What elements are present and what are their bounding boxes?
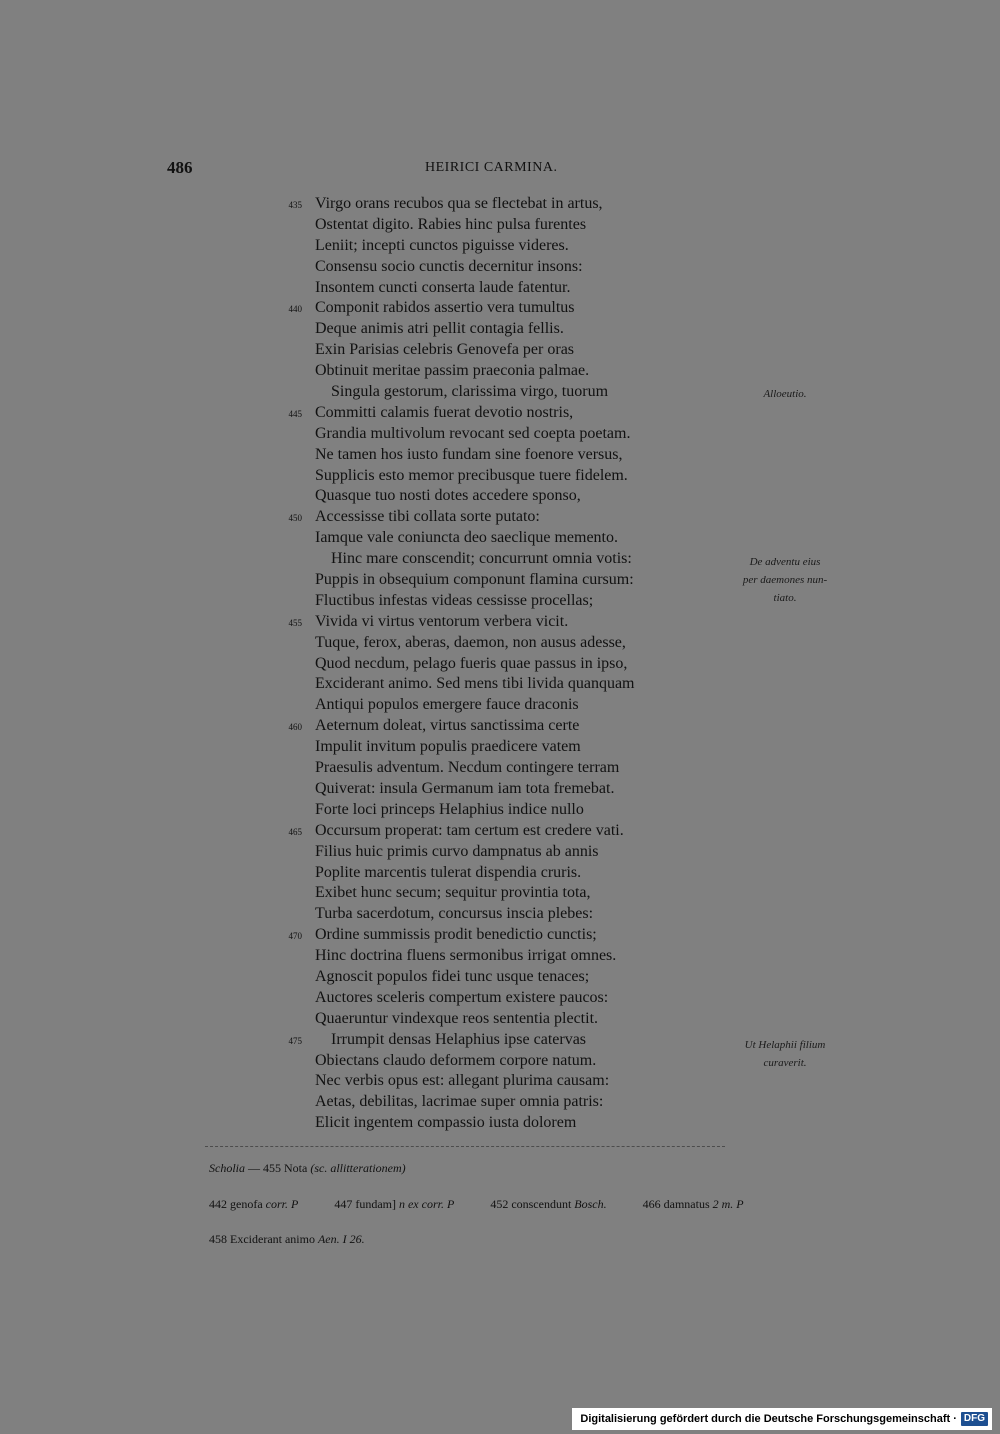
verse-line <box>0 1113 1000 1134</box>
verse-line <box>0 612 1000 633</box>
scholia-paren: (sc. allitterationem) <box>310 1161 406 1175</box>
dfg-funding-bar[interactable] <box>572 1408 992 1430</box>
verse-line-number: 435 <box>288 200 302 210</box>
verse-line <box>0 361 1000 382</box>
verse-line <box>0 904 1000 925</box>
dfg-logo: DFG <box>961 1412 988 1426</box>
apparatus-line-number: 447 <box>334 1197 353 1211</box>
verse-line-number: 445 <box>288 408 302 419</box>
verse-line <box>0 883 1000 904</box>
verse-line <box>0 1071 1000 1092</box>
verse-line-number: 450 <box>288 513 302 524</box>
verse-line-text: Praesulis adventum. Necdum contingere terram <box>315 759 620 777</box>
verse-line-text: Forte loci princeps Helaphius indice nullo <box>315 800 584 818</box>
verse-line <box>0 403 1000 424</box>
verse-line <box>0 236 1000 257</box>
verse-line-text: Fluctibus infestas videas cessisse procellas; <box>315 591 594 609</box>
verse-line-text: Componit rabidos assertio vera tumultus <box>315 299 575 317</box>
verse-line <box>0 215 1000 236</box>
apparatus-line-number: 466 <box>642 1197 661 1211</box>
verse-line <box>0 779 1000 800</box>
apparatus-entry <box>334 1197 457 1211</box>
source-text: Exciderant animo <box>230 1232 315 1246</box>
verse-line <box>0 382 1000 403</box>
verse-line-text: Filius huic primis curvo dampnatus ab annis <box>315 842 599 860</box>
margin-note-line: per daemones nun- <box>742 574 828 586</box>
verse-line <box>0 967 1000 988</box>
apparatus-reading: fundam] <box>355 1197 396 1211</box>
scholia-dash: — <box>248 1161 260 1175</box>
verse-line-text: Committi calamis fuerat devotio nostris, <box>315 403 574 421</box>
verse-line-text: Iamque vale coniuncta deo saeclique memento. <box>315 529 618 547</box>
verse-line <box>0 821 1000 842</box>
verse-line <box>0 340 1000 361</box>
verse-line-text: Ne tamen hos iusto fundam sine foenore versus, <box>315 445 623 463</box>
verse-line-text: Puppis in obsequium componunt flamina cursum: <box>315 571 634 589</box>
margin-note-alloeutio <box>740 385 830 403</box>
margin-note-line: Ut Helaphii filium <box>744 1039 826 1051</box>
verse-line-number: 460 <box>288 722 302 733</box>
verse-line-text: Elicit ingentem compassio iusta dolorem <box>315 1114 577 1132</box>
verse-line <box>0 946 1000 967</box>
verse-line-text: Antiqui populos emergere fauce draconis <box>315 696 579 714</box>
verse-line-number: 475 <box>288 1035 302 1046</box>
verse-block <box>0 194 1000 1134</box>
verse-line <box>0 633 1000 654</box>
page-number: 486 <box>167 158 193 177</box>
apparatus-note: corr. P <box>265 1197 299 1211</box>
verse-line-text: Aeternum doleat, virtus sanctissima certe <box>315 717 580 735</box>
verse-line <box>0 486 1000 507</box>
apparatus-line-number: 442 <box>209 1197 227 1211</box>
verse-line <box>0 549 1000 570</box>
verse-line <box>0 758 1000 779</box>
verse-line-text: Auctores sceleris compertum existere paucos: <box>315 988 609 1006</box>
funding-text: Digitalisierung gefördert durch die Deutsche Forschungsgemeinschaft · <box>580 1413 957 1425</box>
verse-line <box>0 570 1000 591</box>
apparatus-note: Bosch. <box>574 1197 607 1211</box>
source-line-number: 458 <box>209 1232 227 1246</box>
verse-line-text: Ordine summissis prodit benedictio cunctis; <box>315 926 597 944</box>
margin-note-adventus <box>725 553 845 607</box>
source-ref: Aen. I 26. <box>317 1232 365 1246</box>
verse-line-text: Singula gestorum, clarissima virgo, tuorum <box>331 383 609 401</box>
apparatus-reading: conscendunt <box>511 1197 572 1211</box>
verse-line <box>0 1030 1000 1051</box>
verse-line-text: Exciderant animo. Sed mens tibi livida quanquam <box>315 675 635 693</box>
verse-line <box>0 257 1000 278</box>
verse-line-text: Consensu socio cunctis decernitur insons: <box>315 257 583 275</box>
verse-line-text: Nec verbis opus est: allegant plurima causam: <box>315 1072 610 1090</box>
verse-line-number: 455 <box>288 617 302 628</box>
verse-line-text: Leniit; incepti cunctos piguisse videres. <box>315 236 569 254</box>
verse-line-text: Poplite marcentis tulerat dispendia cruris. <box>315 863 582 881</box>
verse-line <box>0 466 1000 487</box>
verse-line <box>0 654 1000 675</box>
verse-line-text: Virgo orans recubos qua se flectebat in artus, <box>315 195 603 212</box>
verse-line-text: Exibet hunc secum; sequitur provintia tota, <box>315 884 591 902</box>
footnote-apparatus <box>209 1197 744 1212</box>
verse-line-text: Vivida vi virtus ventorum verbera vicit. <box>315 612 569 630</box>
verse-line-text: Accessisse tibi collata sorte putato: <box>315 508 540 526</box>
running-title: HEIRICI CARMINA. <box>425 160 558 175</box>
verse-line <box>0 737 1000 758</box>
verse-line <box>0 507 1000 528</box>
apparatus-line-number: 452 <box>490 1197 509 1211</box>
verse-line <box>0 800 1000 821</box>
verse-line <box>0 988 1000 1009</box>
margin-note-helaphius <box>725 1036 845 1072</box>
verse-line <box>0 842 1000 863</box>
verse-line-text: Deque animis atri pellit contagia fellis. <box>315 320 564 338</box>
verse-line-text: Impulit invitum populis praedicere vatem <box>315 738 581 756</box>
verse-line <box>0 1051 1000 1072</box>
verse-line <box>0 528 1000 549</box>
verse-line <box>0 863 1000 884</box>
verse-line <box>0 194 1000 215</box>
verse-line-text: Hinc mare conscendit; concurrunt omnia votis: <box>331 550 632 568</box>
verse-line-text: Quod necdum, pelago fueris quae passus in ipso, <box>315 654 628 672</box>
scholia-word: Nota <box>284 1161 308 1175</box>
verse-line-text: Grandia multivolum revocant sed coepta poetam. <box>315 424 631 442</box>
apparatus-entry <box>643 1197 744 1211</box>
verse-line-text: Quaeruntur vindexque reos sententia plectit. <box>315 1009 599 1027</box>
footnote-separator <box>205 1146 725 1147</box>
verse-line-text: Exin Parisias celebris Genovefa per oras <box>315 341 575 359</box>
verse-line <box>0 1092 1000 1113</box>
verse-line-number: 470 <box>288 931 302 942</box>
apparatus-entry <box>209 1197 301 1211</box>
margin-note-line: tiato. <box>773 592 797 604</box>
apparatus-note: 2 m. P <box>712 1197 744 1211</box>
verse-line-text: Quasque tuo nosti dotes accedere sponso, <box>315 487 581 505</box>
scholia-line-number: 455 <box>263 1161 281 1175</box>
verse-line-text: Occursum properat: tam certum est credere vati. <box>315 821 624 839</box>
verse-line <box>0 445 1000 466</box>
verse-line <box>0 674 1000 695</box>
verse-line-number: 465 <box>288 826 302 837</box>
apparatus-reading: genofa <box>230 1197 263 1211</box>
apparatus-note: n ex corr. P <box>398 1197 455 1211</box>
verse-line-text: Quiverat: insula Germanum iam tota fremebat. <box>315 779 615 797</box>
verse-line-text: Hinc doctrina fluens sermonibus irrigat omnes. <box>315 947 617 965</box>
verse-line <box>0 298 1000 319</box>
verse-line <box>0 695 1000 716</box>
margin-note-line: De adventu eius <box>749 556 821 568</box>
footnote-source <box>209 1232 365 1247</box>
verse-line-text: Turba sacerdotum, concursus inscia plebes: <box>315 905 594 923</box>
verse-line <box>0 424 1000 445</box>
verse-line-text: Insontem cuncti conserta laude fatentur. <box>315 278 571 296</box>
verse-line <box>0 925 1000 946</box>
verse-line <box>0 319 1000 340</box>
verse-line-text: Ostentat digito. Rabies hinc pulsa furentes <box>315 215 587 233</box>
verse-line-text: Aetas, debilitas, lacrimae super omnia patris: <box>315 1093 604 1111</box>
verse-line-number: 440 <box>288 304 302 315</box>
verse-line-text: Obtinuit meritae passim praeconia palmae. <box>315 362 590 380</box>
verse-line-text: Agnoscit populos fidei tunc usque tenaces; <box>315 967 590 985</box>
verse-line-text: Supplicis esto memor precibusque tuere fidelem. <box>315 466 628 484</box>
verse-line-text: Irrumpit densas Helaphius ipse catervas <box>331 1030 587 1048</box>
verse-line-text: Obiectans claudo deformem corpore natum. <box>315 1051 597 1069</box>
margin-note-line: curaverit. <box>763 1057 807 1069</box>
footnote-scholia <box>209 1161 406 1176</box>
apparatus-reading: damnatus <box>663 1197 710 1211</box>
scholia-label: Scholia <box>209 1161 245 1175</box>
verse-line-text: Tuque, ferox, aberas, daemon, non ausus adesse, <box>315 633 626 651</box>
verse-line <box>0 591 1000 612</box>
margin-note-line: Alloeutio. <box>763 388 807 400</box>
verse-line <box>0 716 1000 737</box>
verse-line <box>0 278 1000 299</box>
verse-line <box>0 1009 1000 1030</box>
apparatus-entry <box>490 1197 609 1211</box>
